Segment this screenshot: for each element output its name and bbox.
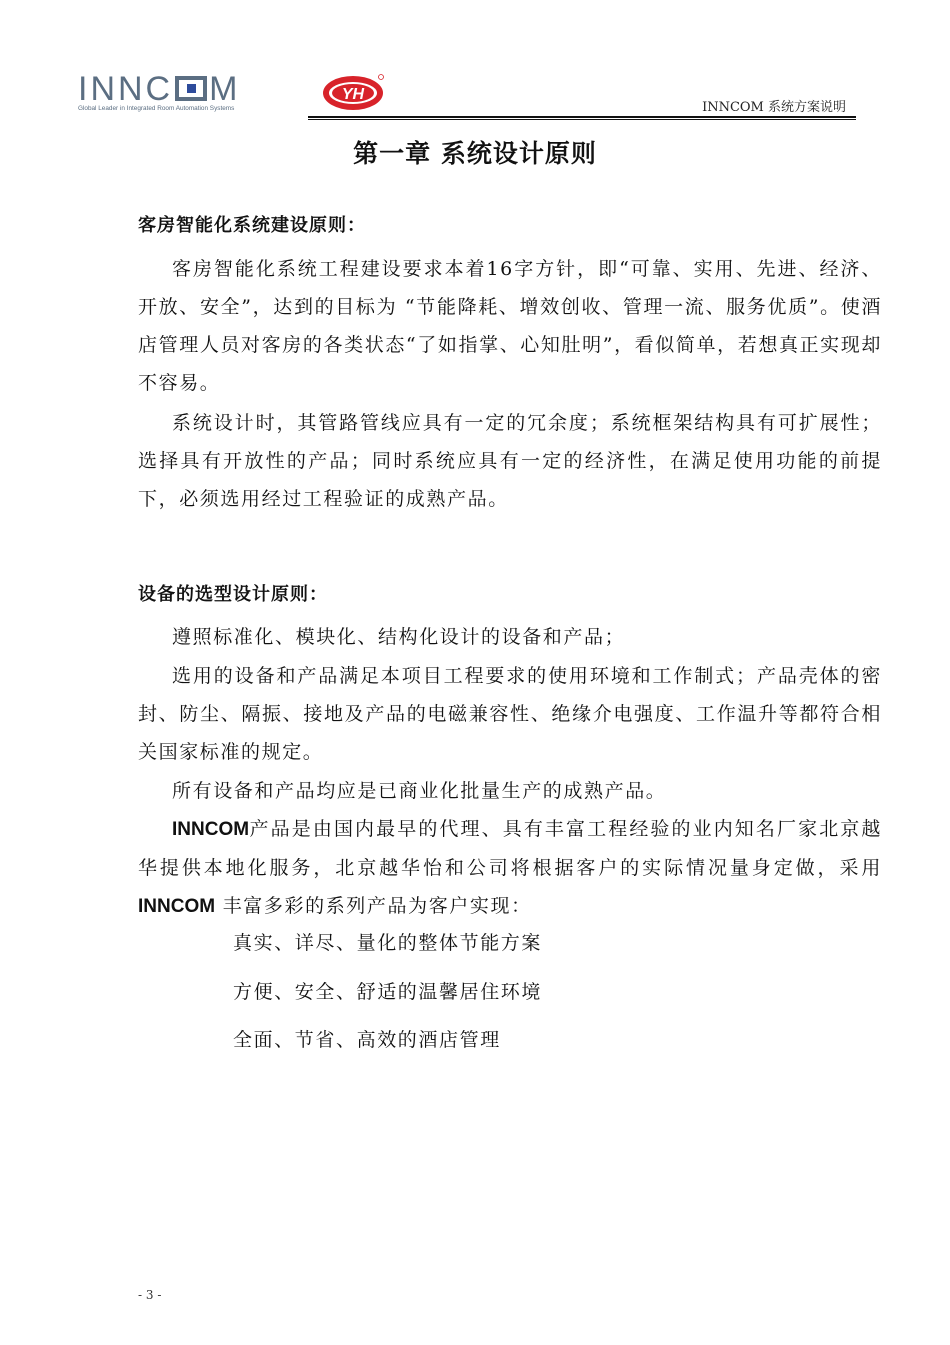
inncom-logo: [78, 72, 300, 112]
brand-name: INNCOM: [172, 819, 250, 840]
paragraph-sixteen-character-policy: 客房智能化系统工程建设要求本着16字方针，即“可靠、实用、先进、经济、开放、安全”，达到的目标为 “节能降耗、增效创收、管理一流、服务优质”。使酒店管理人员对客房的各类状态“了如指掌、心知肚明”，看似简单，若想真正实现却不容易。: [138, 258, 882, 394]
paragraph-standardization: 遵照标准化、模块化、结构化设计的设备和产品；: [172, 626, 626, 648]
page-number: - 3 -: [138, 1288, 162, 1302]
section-heading-room-principles: 客房智能化系统建设原则：: [138, 215, 366, 236]
paragraph-environment-requirements: 选用的设备和产品满足本项目工程要求的使用环境和工作制式；产品壳体的密封、防尘、隔振、接地及产品的电磁兼容性、绝缘介电强度、工作温升等都符合相关国家标准的规定。: [138, 665, 882, 763]
goal-item-hotel-management: 全面、节省、高效的酒店管理: [233, 1029, 501, 1051]
inncom-logo-wordmark: INNC M: [78, 70, 241, 108]
header-divider: [308, 116, 856, 118]
section-heading-equipment-selection: 设备的选型设计原则：: [138, 584, 328, 605]
inncom-logo-tagline: Global Leader in Integrated Room Automation Systems: [78, 105, 235, 112]
yh-logo-icon: [322, 72, 386, 112]
paragraph-inncom-service: INNCOM产品是由国内最早的代理、具有丰富工程经验的业内知名厂家北京越华提供本地化服务，北京越华怡和公司将根据客户的实际情况量身定做，采用 INNCOM 丰富多彩的系列产品为客户实现：: [138, 818, 882, 917]
yh-logo-text: YH: [341, 86, 365, 103]
inncom-logo-o-icon: [175, 76, 207, 101]
goal-item-energy-saving: 真实、详尽、量化的整体节能方案: [233, 932, 543, 954]
header-divider-thin: [308, 119, 856, 120]
paragraph-system-design-redundancy: 系统设计时，其管路管线应具有一定的冗余度；系统框架结构具有可扩展性；选择具有开放性的产品；同时系统应具有一定的经济性，在满足使用功能的前提下，必须选用经过工程验证的成熟产品。: [138, 412, 882, 510]
paragraph-mature-products: 所有设备和产品均应是已商业化批量生产的成熟产品。: [172, 780, 667, 802]
document-title: INNCOM 系统方案说明: [702, 100, 846, 115]
goal-item-living-environment: 方便、安全、舒适的温馨居住环境: [233, 981, 543, 1003]
chapter-title: 第一章 系统设计原则: [353, 139, 597, 168]
brand-name: INNCOM: [138, 896, 216, 917]
